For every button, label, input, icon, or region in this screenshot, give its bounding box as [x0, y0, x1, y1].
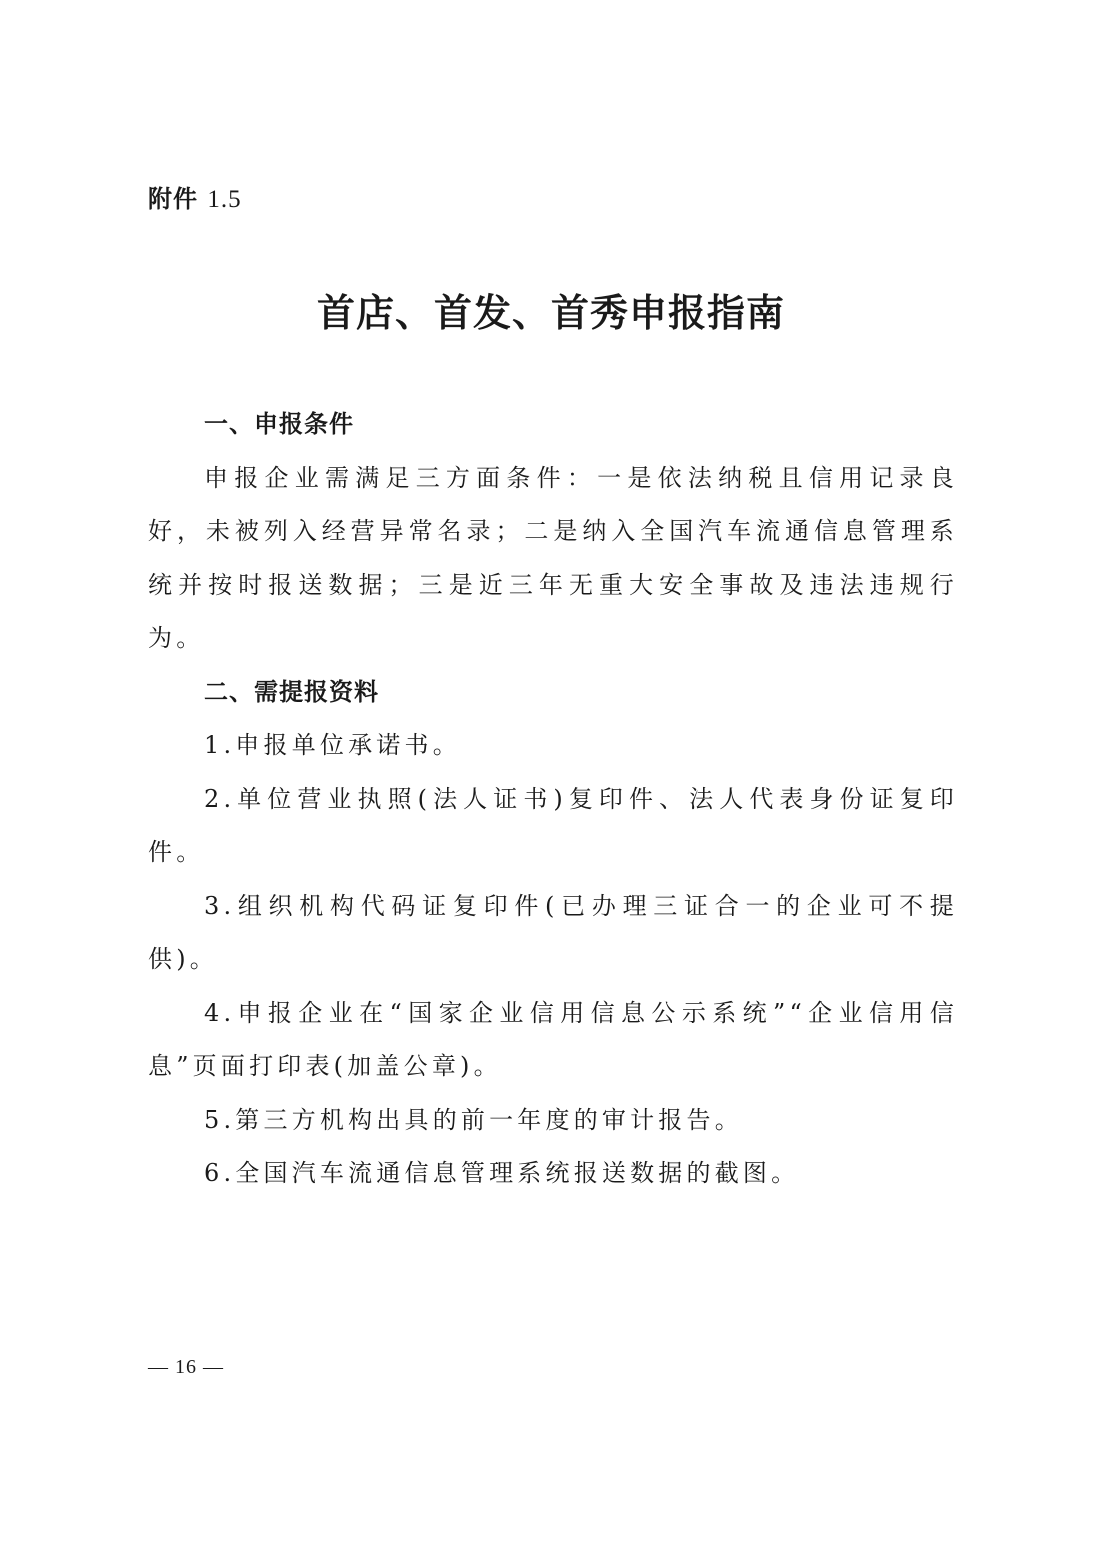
materials-item-3: 3.组织机构代码证复印件(已办理三证合一的企业可不提供)。	[148, 891, 958, 973]
conditions-paragraph: 申报企业需满足三方面条件：一是依法纳税且信用记录良好，未被列入经营异常名录；二是纳入全国汽车流通信息管理系统并按时报送数据；三是近三年无重大安全事故及违法违规行为。	[148, 463, 958, 652]
section-heading-materials: 二、需提报资料	[204, 677, 379, 706]
page-number: — 16 —	[148, 1356, 224, 1378]
document-body	[148, 398, 958, 1201]
materials-item-4: 4.申报企业在“国家企业信用信息公示系统”“企业信用信息”页面打印表(加盖公章)。	[148, 998, 958, 1080]
materials-item-6: 6.全国汽车流通信息管理系统报送数据的截图。	[204, 1159, 800, 1187]
attachment-label-text: 附件	[148, 185, 198, 213]
attachment-number: 1.5	[207, 186, 242, 213]
section-heading-conditions: 一、申报条件	[204, 410, 354, 438]
document-title: 首店、首发、首秀申报指南	[316, 290, 785, 335]
materials-item-1: 1.申报单位承诺书。	[204, 731, 461, 759]
materials-item-2: 2.单位营业执照(法人证书)复印件、法人代表身份证复印件。	[148, 784, 958, 866]
attachment-label	[148, 182, 242, 217]
materials-item-5: 5.第三方机构出具的前一年度的审计报告。	[204, 1105, 743, 1134]
